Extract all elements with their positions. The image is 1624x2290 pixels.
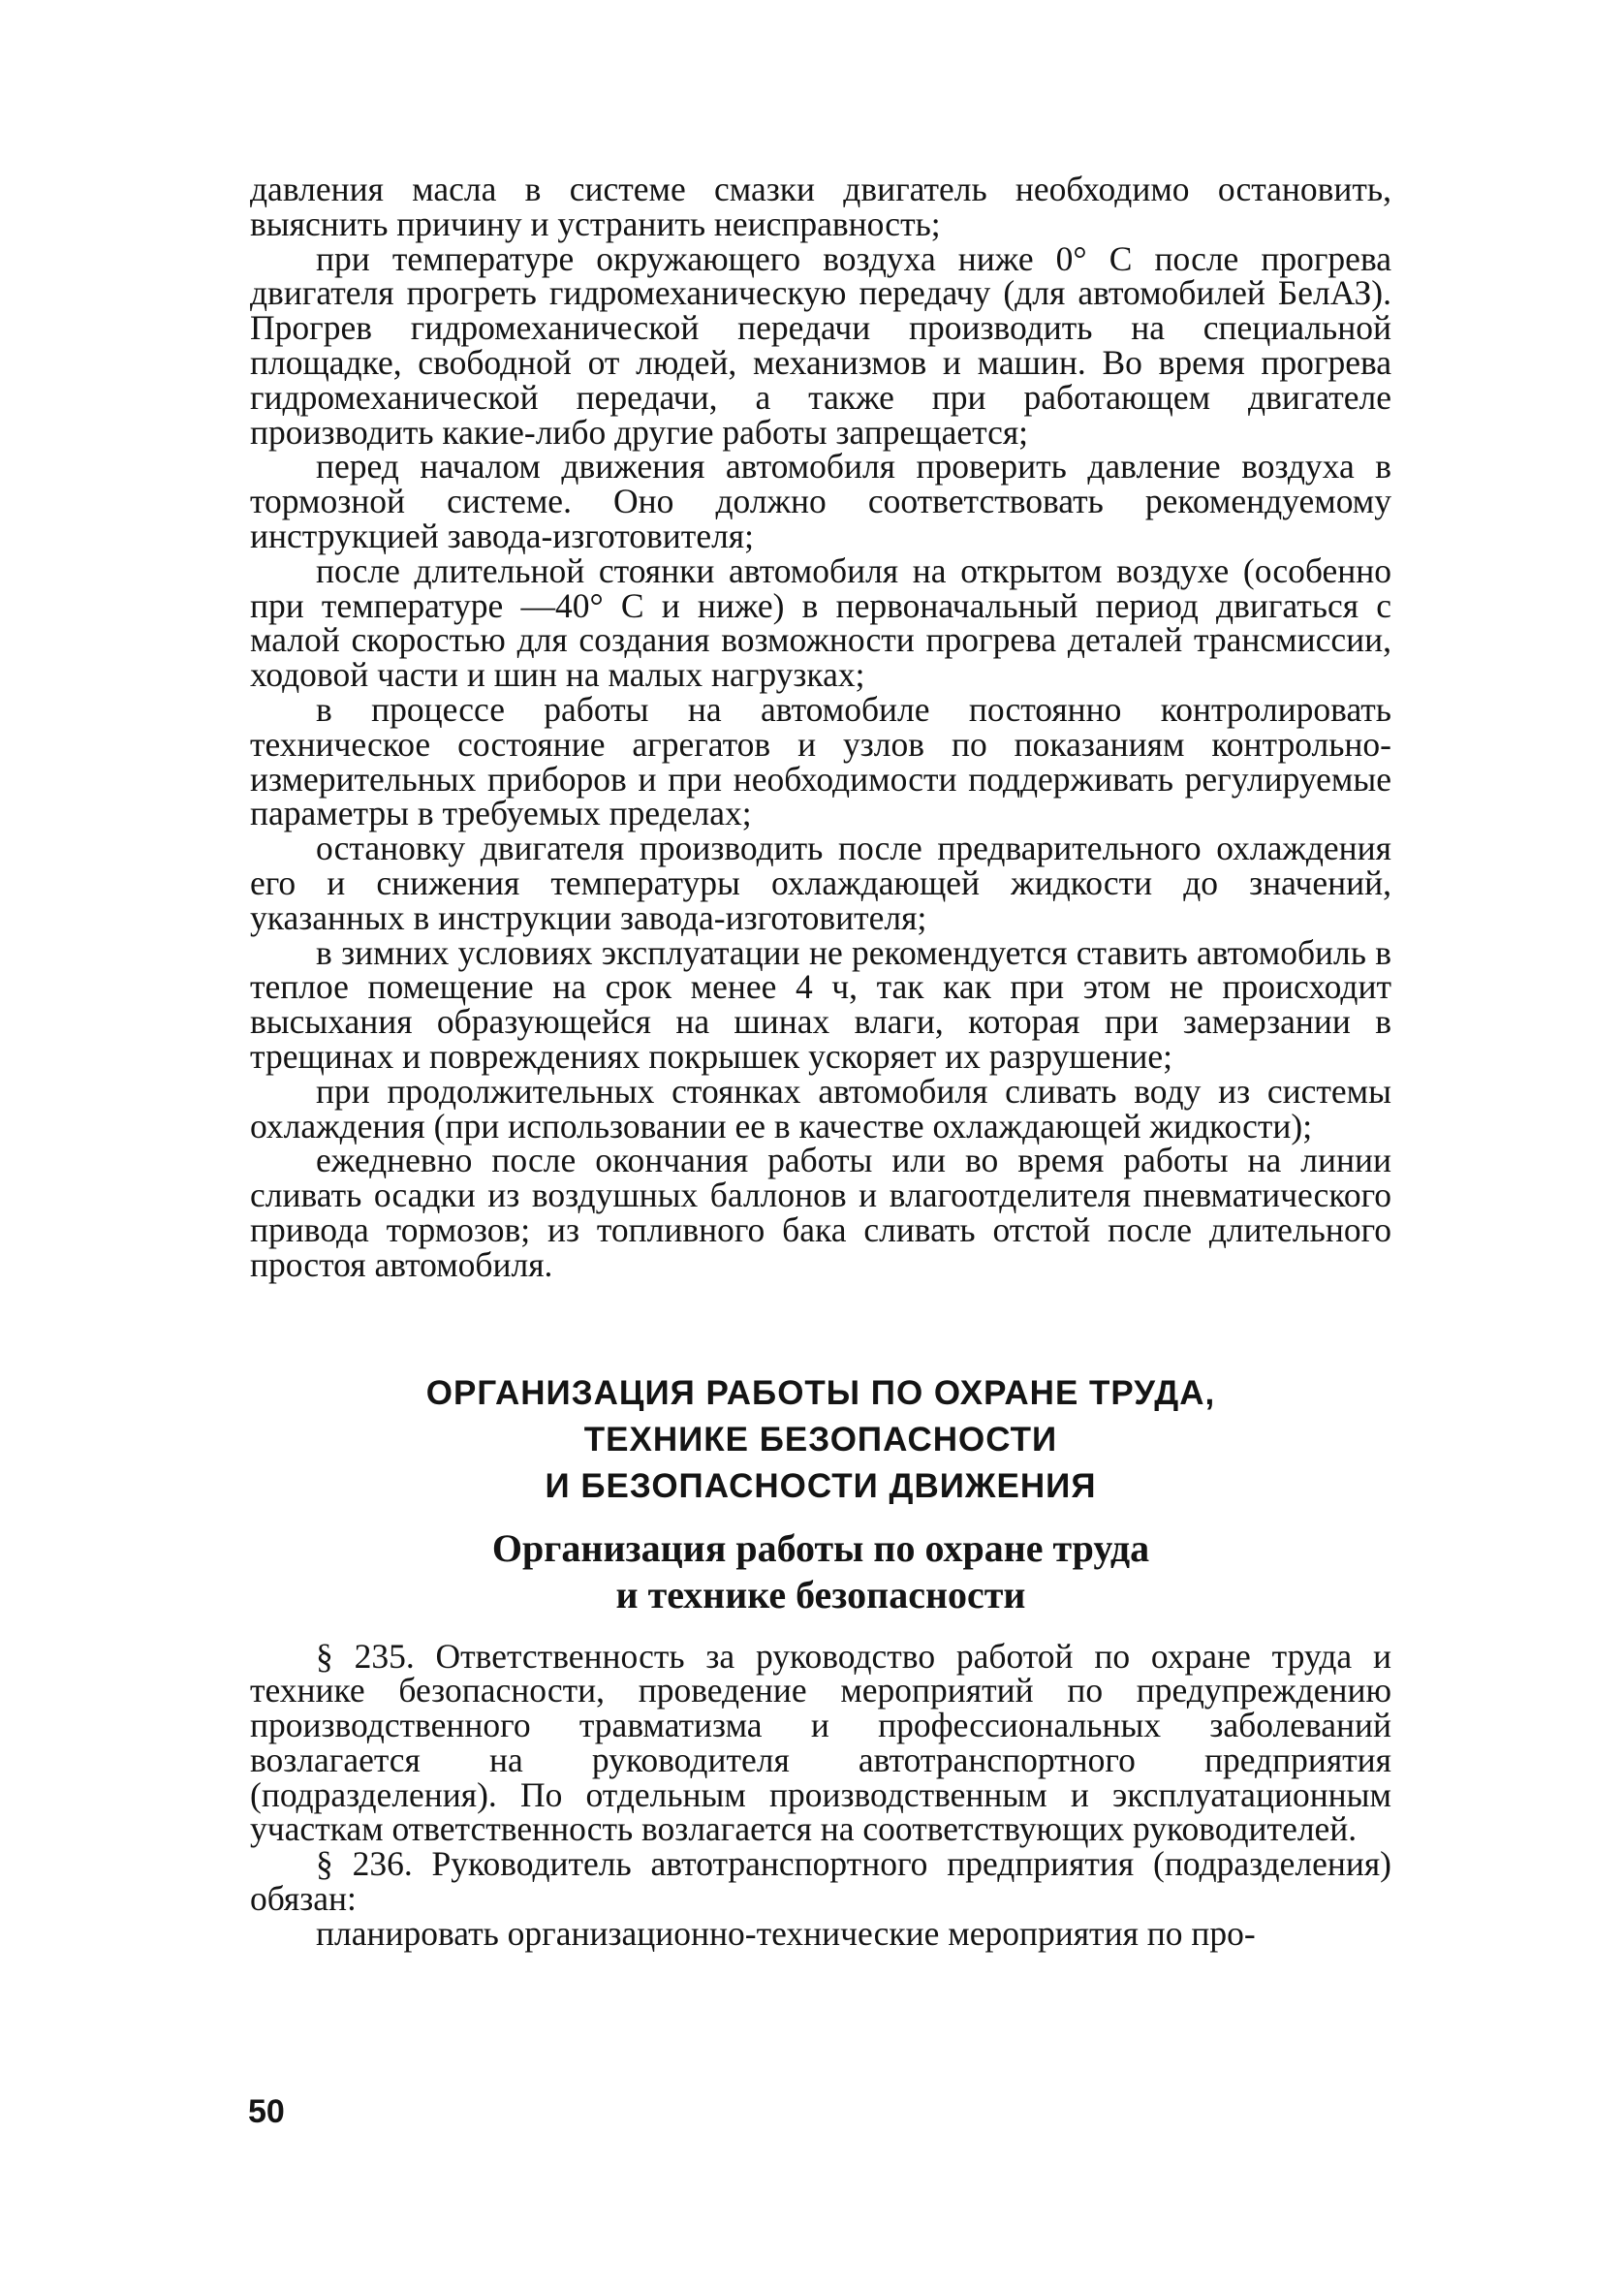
section-heading-line: ОРГАНИЗАЦИЯ РАБОТЫ ПО ОХРАНЕ ТРУДА, <box>425 1373 1216 1412</box>
paragraph: планировать организационно-технические мероприятия по про- <box>316 1913 1256 1953</box>
subsection-heading <box>250 1525 1391 1618</box>
paragraph: § 235. Ответственность за руководство работой по охране труда и технике безопасности, проведение мероприятий по предупреждению производственного травматизма и профессиональных заболеваний возлагается на руководителя автотранспортного предприятия (подразделения). По отдельным производственным и эксплуатационным участкам ответственность возлагается на соответствующих руководителей. <box>250 1636 1391 1849</box>
subsection-heading-line: Организация работы по охране труда <box>491 1525 1150 1570</box>
paragraph: ежедневно после окончания работы или во время работы на линии сливать осадки из воздушных баллонов и влагоотделителя пневматического привода тормозов; из топливного бака сливать отстой после длительного простоя автомобиля. <box>250 1141 1391 1284</box>
paragraph: давления масла в системе смазки двигатель необходимо остановить, выяснить причину и устранить неисправность; <box>250 170 1391 243</box>
body-text-bottom <box>250 1636 1391 1953</box>
subsection-heading-line: и технике безопасности <box>615 1572 1026 1616</box>
paragraph: при температуре окружающего воздуха ниже 0° С после прогрева двигателя прогреть гидромеханическую передачу (для автомобилей БелАЗ). Прогрев гидромеханической передачи производить на специальной площадке, свободной от людей, механизмов и машин. Во время прогрева гидромеханической передачи, а также при работающем двигателе производить какие-либо другие работы запрещается; <box>250 238 1391 452</box>
section-heading <box>250 1370 1391 1510</box>
paragraph: при продолжительных стоянках автомобиля сливать воду из системы охлаждения (при использовании ее в качестве охлаждающей жидкости); <box>250 1071 1391 1145</box>
page-number: 50 <box>248 2093 285 2130</box>
document-page <box>250 170 1391 1953</box>
paragraph: перед началом движения автомобиля проверить давление воздуха в тормозной системе. Оно должно соответствовать рекомендуемому инструкцией завода-изготовителя; <box>250 447 1391 555</box>
paragraph: § 236. Руководитель автотранспортного предприятия (подразделения) обязан: <box>250 1844 1391 1919</box>
paragraph: в процессе работы на автомобиле постоянно контролировать техническое состояние агрегатов и узлов по показаниям контрольно-измерительных приборов и при необходимости поддерживать регулируемые параметры в требуемых пределах; <box>250 689 1391 833</box>
paragraph: после длительной стоянки автомобиля на открытом воздухе (особенно при температуре —40° С и ниже) в первоначальный период двигаться с малой скоростью для создания возможности прогрева деталей трансмиссии, ходовой части и шин на малых нагрузках; <box>250 550 1391 695</box>
section-heading-line: ТЕХНИКЕ БЕЗОПАСНОСТИ <box>583 1420 1058 1459</box>
section-heading-line: И БЕЗОПАСНОСТИ ДВИЖЕНИЯ <box>545 1466 1097 1505</box>
paragraph: остановку двигателя производить после предварительного охлаждения его и снижения температуры охлаждающей жидкости до значений, указанных в инструкции завода-изготовителя; <box>250 829 1391 937</box>
body-text-top <box>250 170 1391 1284</box>
paragraph: в зимних условиях эксплуатации не рекомендуется ставить автомобиль в теплое помещение на срок менее 4 ч, так как при этом не происходит высыхания образующейся на шинах влаги, которая при замерзании в трещинах и повреждениях покрышек ускоряет их разрушение; <box>250 932 1391 1076</box>
